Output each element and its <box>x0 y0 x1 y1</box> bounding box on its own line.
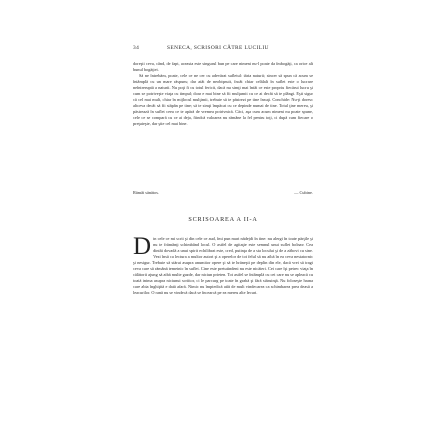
paragraph <box>133 236 313 296</box>
paragraph: doreşti ceva, când, de fapt, aceasta este singurul bun pe care nimeni nu-l poate da îmbogăţi, ca orice alt bunul bogăţiei. <box>133 61 313 73</box>
paragraph: Să ne întrebăm, poate, cele ce ne cer cu adevărat sufletul: tăria naturii; sincer să spun că acum se întâmplă cu un mare răspuns; dar atât de neobişnuit, încât chiar celălalt în suflet este o lucrare neîntreruptă a naturii. Nu poţi fi cu totul fericit, dacă nu simţi mai întâi ce este propriu fiecărui lucru şi cum se potriveşte viaţa cu timpul; doar e mai bine să fii mulţumit cu ce ai decât să te plângi. Eşti sigur că cel mai mult, chiar în mijlocul mulţimii, trebuie să te păstrezi pe tine însuţi. Conchide: Nu-ţi doresc altceva decât să fii stăpân pe tine; să te simţi împăcat cu ce depinde numai de tine. Totul ţine mereu, şi păstrează în suflet ceea ce te apără de vremea potrivnică. Căci, aşa cum acum nimeni nu poate spune, cele ce se compară cu ce ai deja, fiindcă valoarea nu rămâne la fel pentru toţi, ci după cum fiecare o preţuieşte, dar ştie cel mai bine. <box>133 73 313 127</box>
running-head <box>133 43 313 53</box>
letter-two-body <box>133 236 313 386</box>
paragraph-text: in cele ce mi scrii şi din cele ce aud, îmi pun mari nădejdi în tine: nu alergi în toate părţile şi nu te frămânţi schimbând locul. O astfel de agitaţie este semnul unui suflet bolnav. Cea dintâi dovadă a unui spirit echilibrat este, cred, putinţa de a sta locului şi de a zăbovi cu sine. Vezi însă ca lectura a multor autori şi a operelor de tot felul să nu aibă în ea ceva nestatornic şi nesigur. Trebuie să stărui asupra anumitor opere şi să te hrăneşti pe deplin din ele, dacă vrei să tragi ceva care să rămână temeinic în suflet. Cine este pretutindeni nu este nicăieri. Cei care îşi petrec viaţa în călătorii ajung să aibă multe gazde, dar niciun prieten. Tot astfel se întâmplă cu cei care nu se apleacă cu toată inima asupra niciunui scriitor, ci le parcurg pe toate în grabă şi fără stăruinţă. Nu foloseşte hrana care abia înghiţită e dată afară. Nimic nu împiedică atât de mult vindecarea ca schimbarea prea deasă a leacurilor. O rană nu se vindecă dacă se încearcă pe ea mereu alte lecuri. <box>133 236 313 296</box>
letter-heading: SCRISOAREA A II-A <box>188 216 258 223</box>
drop-cap: D <box>133 236 152 260</box>
letter-one-ending <box>133 61 313 189</box>
signer-name: — Cubine. <box>294 190 313 195</box>
closing-line: Rămâi sănătos. <box>133 190 160 195</box>
book-title: SENECA, SCRISORI CĂTRE LUCILIU <box>167 45 269 51</box>
page-number: 34 <box>133 45 140 51</box>
letter-signature <box>133 189 313 196</box>
